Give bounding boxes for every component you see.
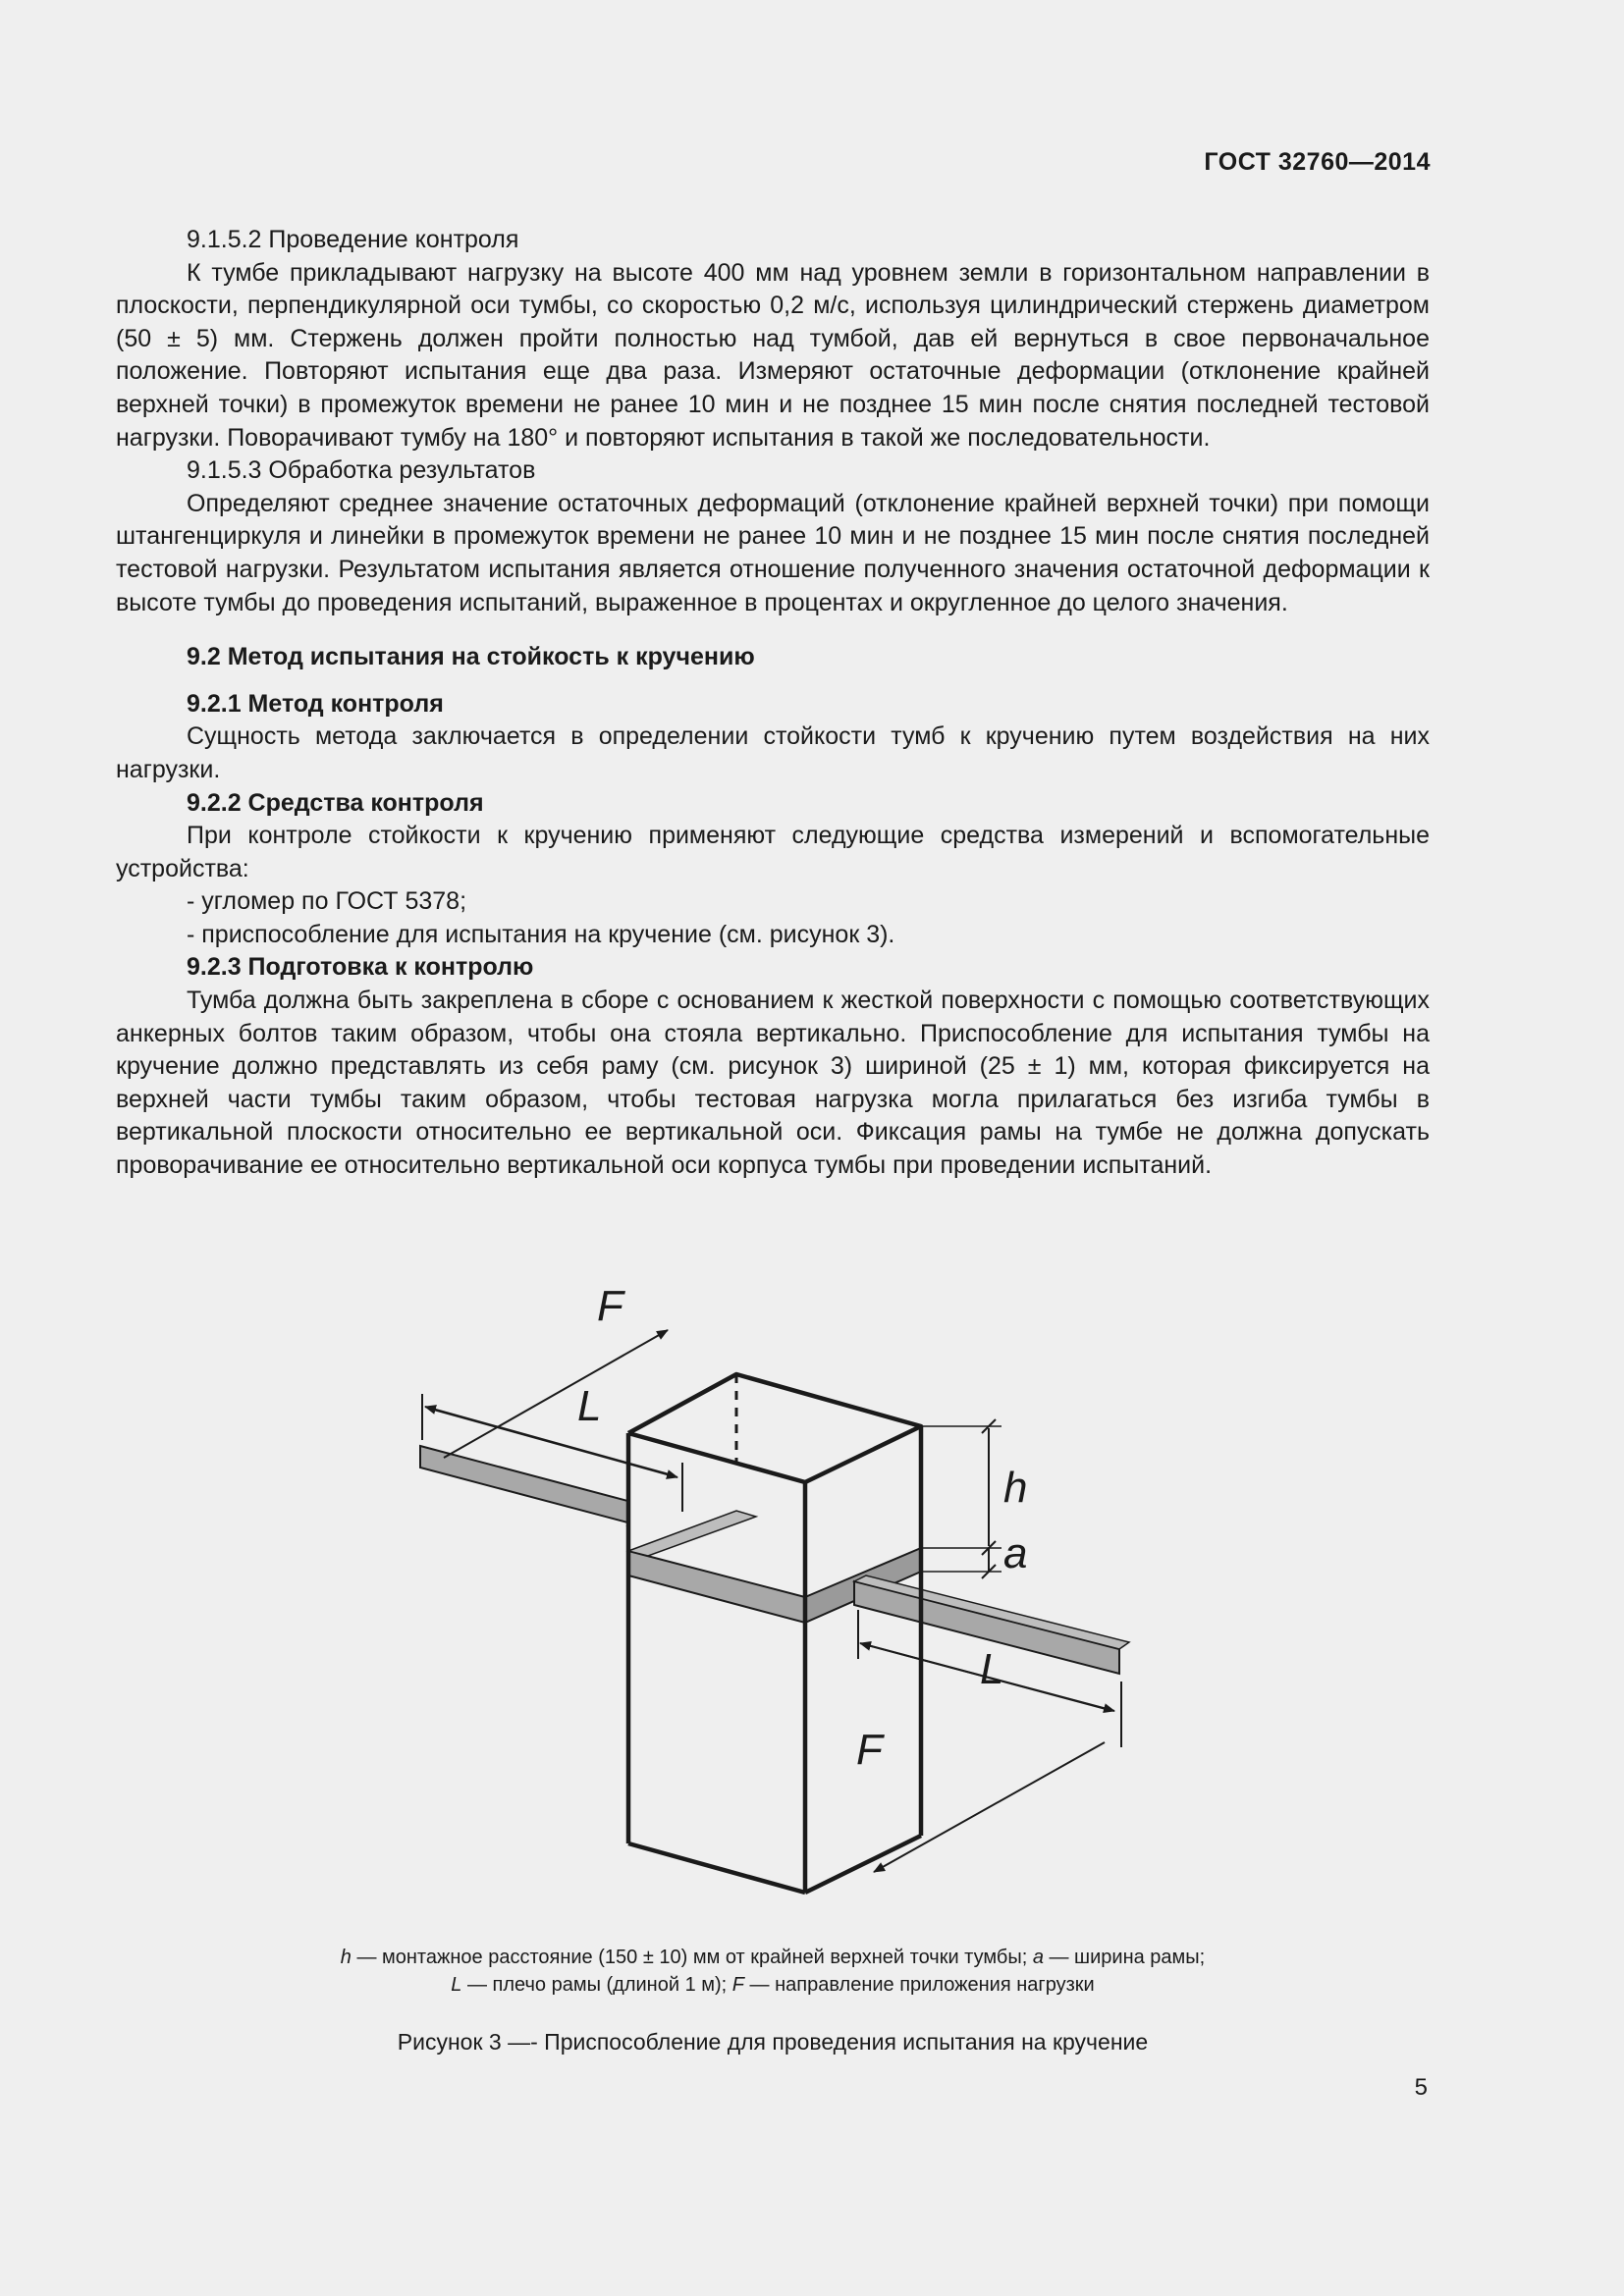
section-9-1-5-3-title: 9.1.5.3 Обработка результатов	[187, 456, 536, 485]
figure-3-torsion-fixture	[383, 1271, 1168, 1919]
legend-a-text: — ширина рамы;	[1043, 1947, 1206, 1968]
section-9-1-5-2-text: К тумбе прикладывают нагрузку на высоте 400 мм над уровнем земли в горизонтальном направлении в плоскости, перпендикулярной оси тумбы, со скоростью 0,2 м/с, используя цилиндрический стержень диаметром (50 ± 5) мм. Стержень должен пройти полностью над тумбой, дав ей вернуться в свое первоначальное положение. Повторяют испытания еще два раза. Измеряют остаточные деформации (отклонение крайней верхней точки) в промежуток времени не ранее 10 мин и не позднее 15 мин после снятия последней тестовой нагрузки. Поворачивают тумбу на 180° и повторяют испытания в такой же последовательности.	[116, 258, 1430, 452]
section-9-1-5-3-text: Определяют среднее значение остаточных деформаций (отклонение крайней верхней точки) при помощи штангенциркуля и линейки в промежуток времени не ранее 10 мин и не позднее 15 мин после снятия последней тестовой нагрузки. Результатом испытания является отношение полученного значения остаточной деформации к высоте тумбы до проведения испытаний, выраженное в процентах и округленное до целого значения.	[116, 489, 1430, 616]
legend-F-text: — направление приложения нагрузки	[744, 1974, 1095, 1996]
legend-L-text: — плечо рамы (длиной 1 м);	[461, 1974, 732, 1996]
section-9-2-3-title: 9.2.3 Подготовка к контролю	[187, 953, 534, 982]
legend-h-symbol: h	[340, 1947, 352, 1968]
legend-h-text: — монтажное расстояние (150 ± 10) мм от крайней верхней точки тумбы;	[351, 1947, 1033, 1968]
standard-id-header: ГОСТ 32760—2014	[1204, 148, 1431, 176]
list-item: - приспособление для испытания на кручение (см. рисунок 3).	[187, 920, 895, 948]
section-9-1-5-2-title: 9.1.5.2 Проведение контроля	[187, 226, 519, 253]
section-9-2-2-text: При контроле стойкости к кручению применяют следующие средства измерений и вспомогательные устройства:	[116, 822, 1430, 882]
section-9-2-3-text: Тумба должна быть закреплена в сборе с основанием к жесткой поверхности с помощью соответствующих анкерных болтов таким образом, чтобы она стояла вертикально. Приспособление для испытания тумбы на кручение должно представлять из себя раму (см. рисунок 3) шириной (25 ± 1) мм, которая фиксируется на верхней части тумбы таким образом, чтобы тестовая нагрузка могла прилагаться без изгиба тумбы в вертикальной плоскости относительно ее вертикальной оси. Фиксация рамы на тумбе не должна допускать проворачивание ее относительно вертикальной оси корпуса тумбы при проведении испытаний.	[116, 987, 1430, 1180]
legend-line-2	[116, 1971, 1430, 1999]
legend-a-symbol: a	[1032, 1947, 1044, 1968]
section-9-2-2-title: 9.2.2 Средства контроля	[187, 788, 484, 817]
list-item: - угломер по ГОСТ 5378;	[187, 887, 467, 916]
label-h: h	[1003, 1464, 1028, 1512]
legend-F-symbol: F	[731, 1974, 744, 1996]
section-9-2-1-title: 9.2.1 Метод контроля	[187, 689, 444, 718]
label-L-top: L	[577, 1382, 602, 1430]
figure-caption: Рисунок 3 —- Приспособление для проведения испытания на кручение	[397, 2029, 1149, 2055]
label-L-bottom: L	[980, 1645, 1004, 1693]
section-9-2-1-text: Сущность метода заключается в определении стойкости тумб к кручению путем воздействия на них нагрузки.	[116, 722, 1430, 783]
legend-L-symbol: L	[451, 1974, 462, 1996]
section-9-2-title: 9.2 Метод испытания на стойкость к кручению	[187, 643, 755, 671]
post-right-face	[805, 1426, 921, 1893]
body-text	[116, 224, 1430, 1183]
legend-line-1	[116, 1944, 1430, 1971]
figure-legend	[116, 1944, 1430, 1999]
torsion-fixture-diagram	[383, 1271, 1168, 1919]
label-F-bottom: F	[856, 1726, 883, 1774]
label-F-top: F	[597, 1282, 623, 1330]
post-left-face	[628, 1433, 805, 1893]
page-number: 5	[1414, 2074, 1428, 2101]
label-a: a	[1003, 1529, 1028, 1577]
